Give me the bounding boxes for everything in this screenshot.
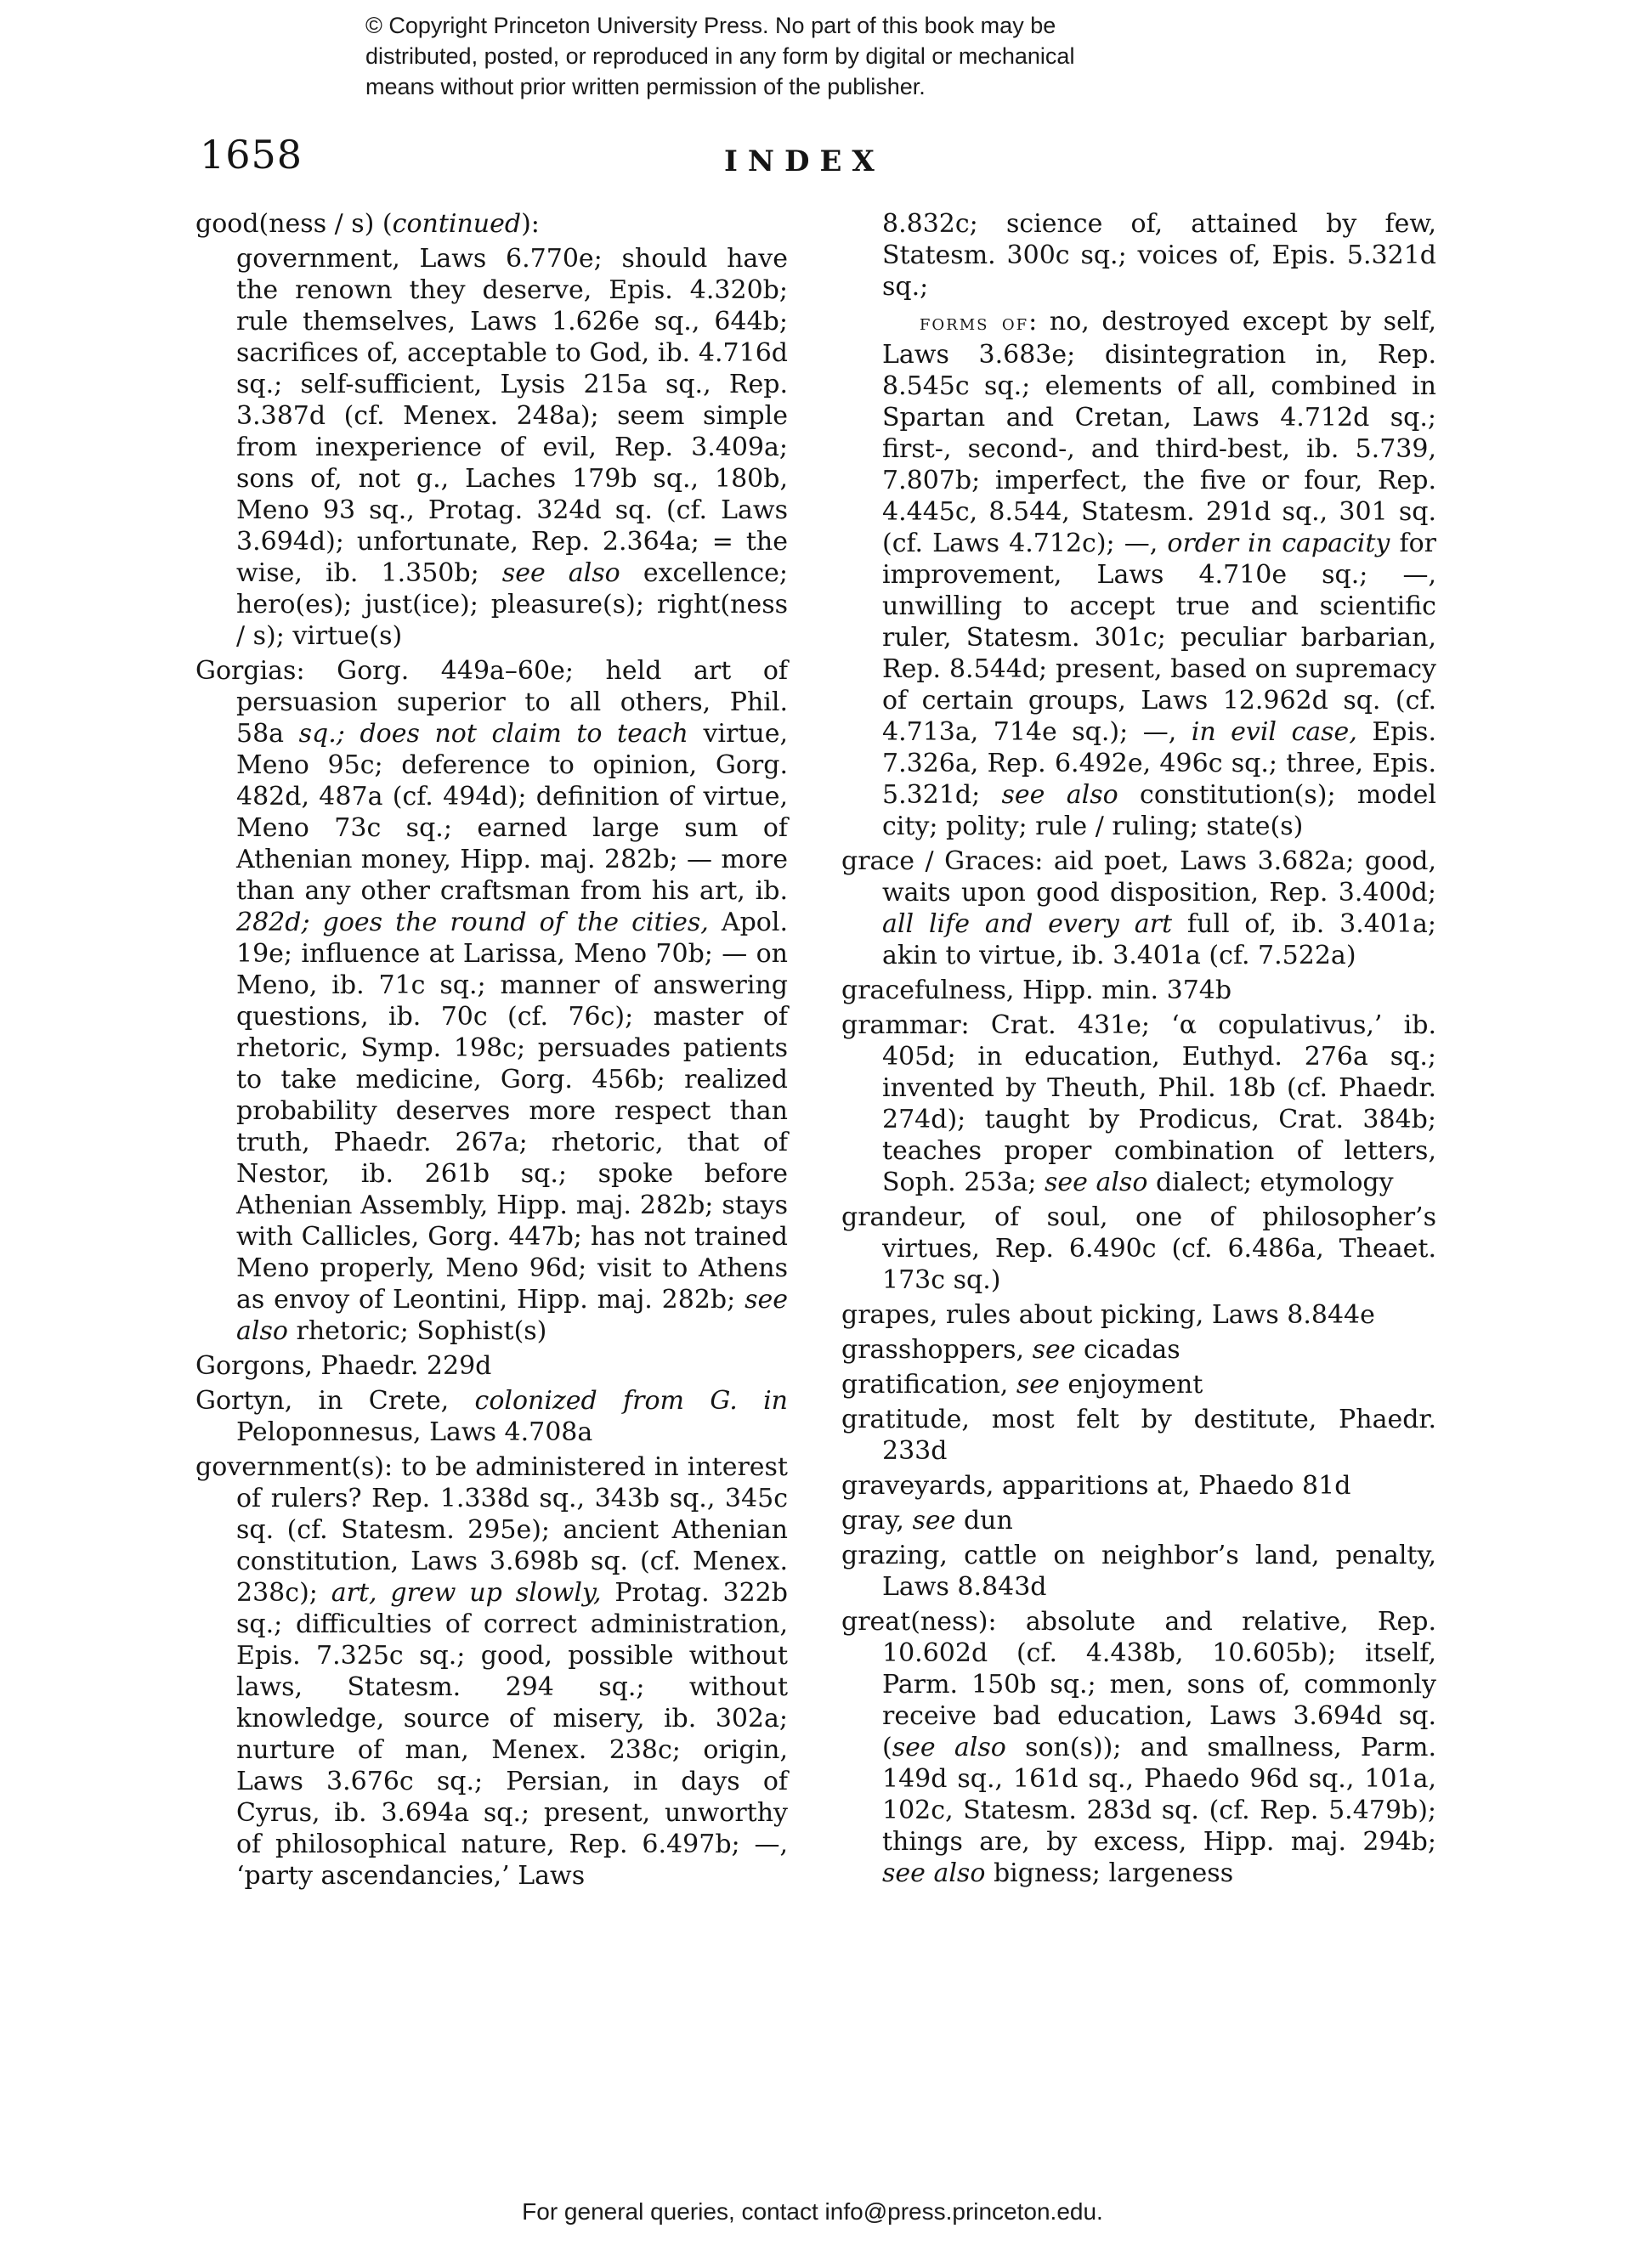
index-entry-grazing: grazing, cattle on neighbor’s land, penalty, Laws 8.843d [841,1541,1436,1602]
copyright-line: means without prior written permission of the publisher. [365,74,926,99]
index-entry-gorgias: Gorgias: Gorg. 449a–60e; held art of persuasion superior to all others, Phil. 58a sq.; does not claim to teach virtue, Meno 95c; deference to opinion, Gorg. 482d, 487a (cf. 494d); definition of virtue, Meno 73c sq.; earned large sum of Athenian money, Hipp. maj. 282b; — more than any other craftsman from his art, ib. 282d; goes the round of the cities, Apol. 19e; influence at Larissa, Meno 70b; — on Meno, ib. 71c sq.; manner of answering questions, ib. 70c (cf. 76c); master of rhetoric, Symp. 198c; persuades patients to take medicine, Gorg. 456b; realized probability deserves more respect than truth, Phaedr. 267a; rhetoric, that of Nestor, ib. 261b sq.; spoke before Athenian Assembly, Hipp. maj. 282b; stays with Callicles, Gorg. 447b; has not trained Meno properly, Meno 96d; visit to Athens as envoy of Leontini, Hipp. maj. 282b; see also rhetoric; Sophist(s) [195,656,788,1346]
page-number: 1658 [200,132,303,178]
index-entry-gortyn: Gortyn, in Crete, colonized from G. in Peloponnesus, Laws 4.708a [195,1386,788,1447]
index-entry-grammar: grammar: Crat. 431e; ‘α copulativus,’ ib. 405d; in education, Euthyd. 276a sq.; invented by Theuth, Phil. 18b (cf. Phaedr. 274d); taught by Prodicus, Crat. 384b; teaches proper combination of letters, Soph. 253a; see also dialect; etymology [841,1010,1436,1197]
index-entry-graveyards: graveyards, apparitions at, Phaedo 81d [841,1471,1351,1501]
index-entry-grace: grace / Graces: aid poet, Laws 3.682a; good, waits upon good disposition, Rep. 3.400d; all life and every art full of, ib. 3.401a; akin to virtue, ib. 3.401a (cf. 7.522a) [841,846,1436,970]
index-entry-government-forms: forms of: no, destroyed except by self, Laws 3.683e; disintegration in, Rep. 8.545c sq.; elements of all, combined in Spartan and Cretan, Laws 4.712d sq.; first-, second-, and third-best, ib. 5.739, 7.807b; imperfect, the five or four, Rep. 4.445c, 8.544, Statesm. 291d sq., 301 sq. (cf. Laws 4.712c); —, order in capacity for improvement, Laws 4.710e sq.; —, unwilling to accept true and scientific ruler, Statesm. 301c; peculiar barbarian, Rep. 8.544d; present, based on supremacy of certain groups, Laws 12.962d sq. (cf. 4.713a, 714e sq.); —, in evil case, Epis. 7.326a, Rep. 6.492e, 496c sq.; three, Epis. 5.321d; see also constitution(s); model city; polity; rule / ruling; state(s) [882,307,1437,841]
index-entry-gratitude: gratitude, most felt by destitute, Phaedr. 233d [841,1405,1436,1466]
index-entry-goodness: good(ness / s) (continued): [195,209,540,239]
index-entry-gratification: gratification, see enjoyment [841,1370,1203,1400]
index-entry-gorgons: Gorgons, Phaedr. 229d [195,1351,492,1381]
left-column [195,208,788,1895]
copyright-notice [365,10,1215,102]
index-entry-greatness: great(ness): absolute and relative, Rep. 10.602d (cf. 4.438b, 10.605b); itself, Parm. 150b sq.; men, sons of, commonly receive bad education, Laws 3.694d sq. (see also son(s)); and smallness, Parm. 149d sq., 161d sq., Phaedo 96d sq., 101a, 102c, Statesm. 283d sq. (cf. Rep. 5.479b); things are, by excess, Hipp. maj. 294b; see also bigness; largeness [841,1607,1436,1888]
index-entry-gray: gray, see dun [841,1506,1013,1536]
index-entry-goodness-continued: government, Laws 6.770e; should have the renown they deserve, Epis. 4.320b; rule themselves, Laws 1.626e sq., 644b; sacrifices of, acceptable to God, ib. 4.716d sq.; self-sufficient, Lysis 215a sq., Rep. 3.387d (cf. Menex. 248a); seem simple from inexperience of evil, Rep. 3.409a; sons of, not g., Laches 179b sq., 180b, Meno 93 sq., Protag. 324d sq. (cf. Laws 3.694d); unfortunate, Rep. 2.364a; = the wise, ib. 1.350b; see also excellence; hero(es); just(ice); pleasure(s); right(ness / s); virtue(s) [236,244,788,651]
index-entry-government: government(s): to be administered in interest of rulers? Rep. 1.338d sq., 343b sq., 345c sq. (cf. Statesm. 295e); ancient Athenian constitution, Laws 3.698b sq. (cf. Menex. 238c); art, grew up slowly, Protag. 322b sq.; difficulties of correct administration, Epis. 7.325c sq.; good, possible without laws, Statesm. 294 sq.; without knowledge, source of misery, ib. 302a; nurture of man, Menex. 238c; origin, Laws 3.676c sq.; Persian, in days of Cyrus, ib. 3.694a sq.; present, unworthy of philosophical nature, Rep. 6.497b; —, ‘party ascendancies,’ Laws [195,1452,788,1891]
index-entry-gracefulness: gracefulness, Hipp. min. 374b [841,976,1232,1005]
index-entry-grasshoppers: grasshoppers, see cicadas [841,1335,1181,1365]
footer-contact: For general queries, contact info@press.princeton.edu. [522,2198,1103,2225]
copyright-line: distributed, posted, or reproduced in any form by digital or mechanical [365,43,1075,69]
index-entry-grandeur: grandeur, of soul, one of philosopher’s virtues, Rep. 6.490c (cf. 6.486a, Theaet. 173c sq.) [841,1202,1436,1295]
index-entry-grapes: grapes, rules about picking, Laws 8.844e [841,1300,1375,1330]
copyright-line: © Copyright Princeton University Press. No part of this book may be [365,13,1056,38]
index-entry-government-continued: 8.832c; science of, attained by few, Statesm. 300c sq.; voices of, Epis. 5.321d sq.; [882,209,1436,302]
right-column [841,208,1436,1892]
running-head: INDEX [724,144,885,178]
